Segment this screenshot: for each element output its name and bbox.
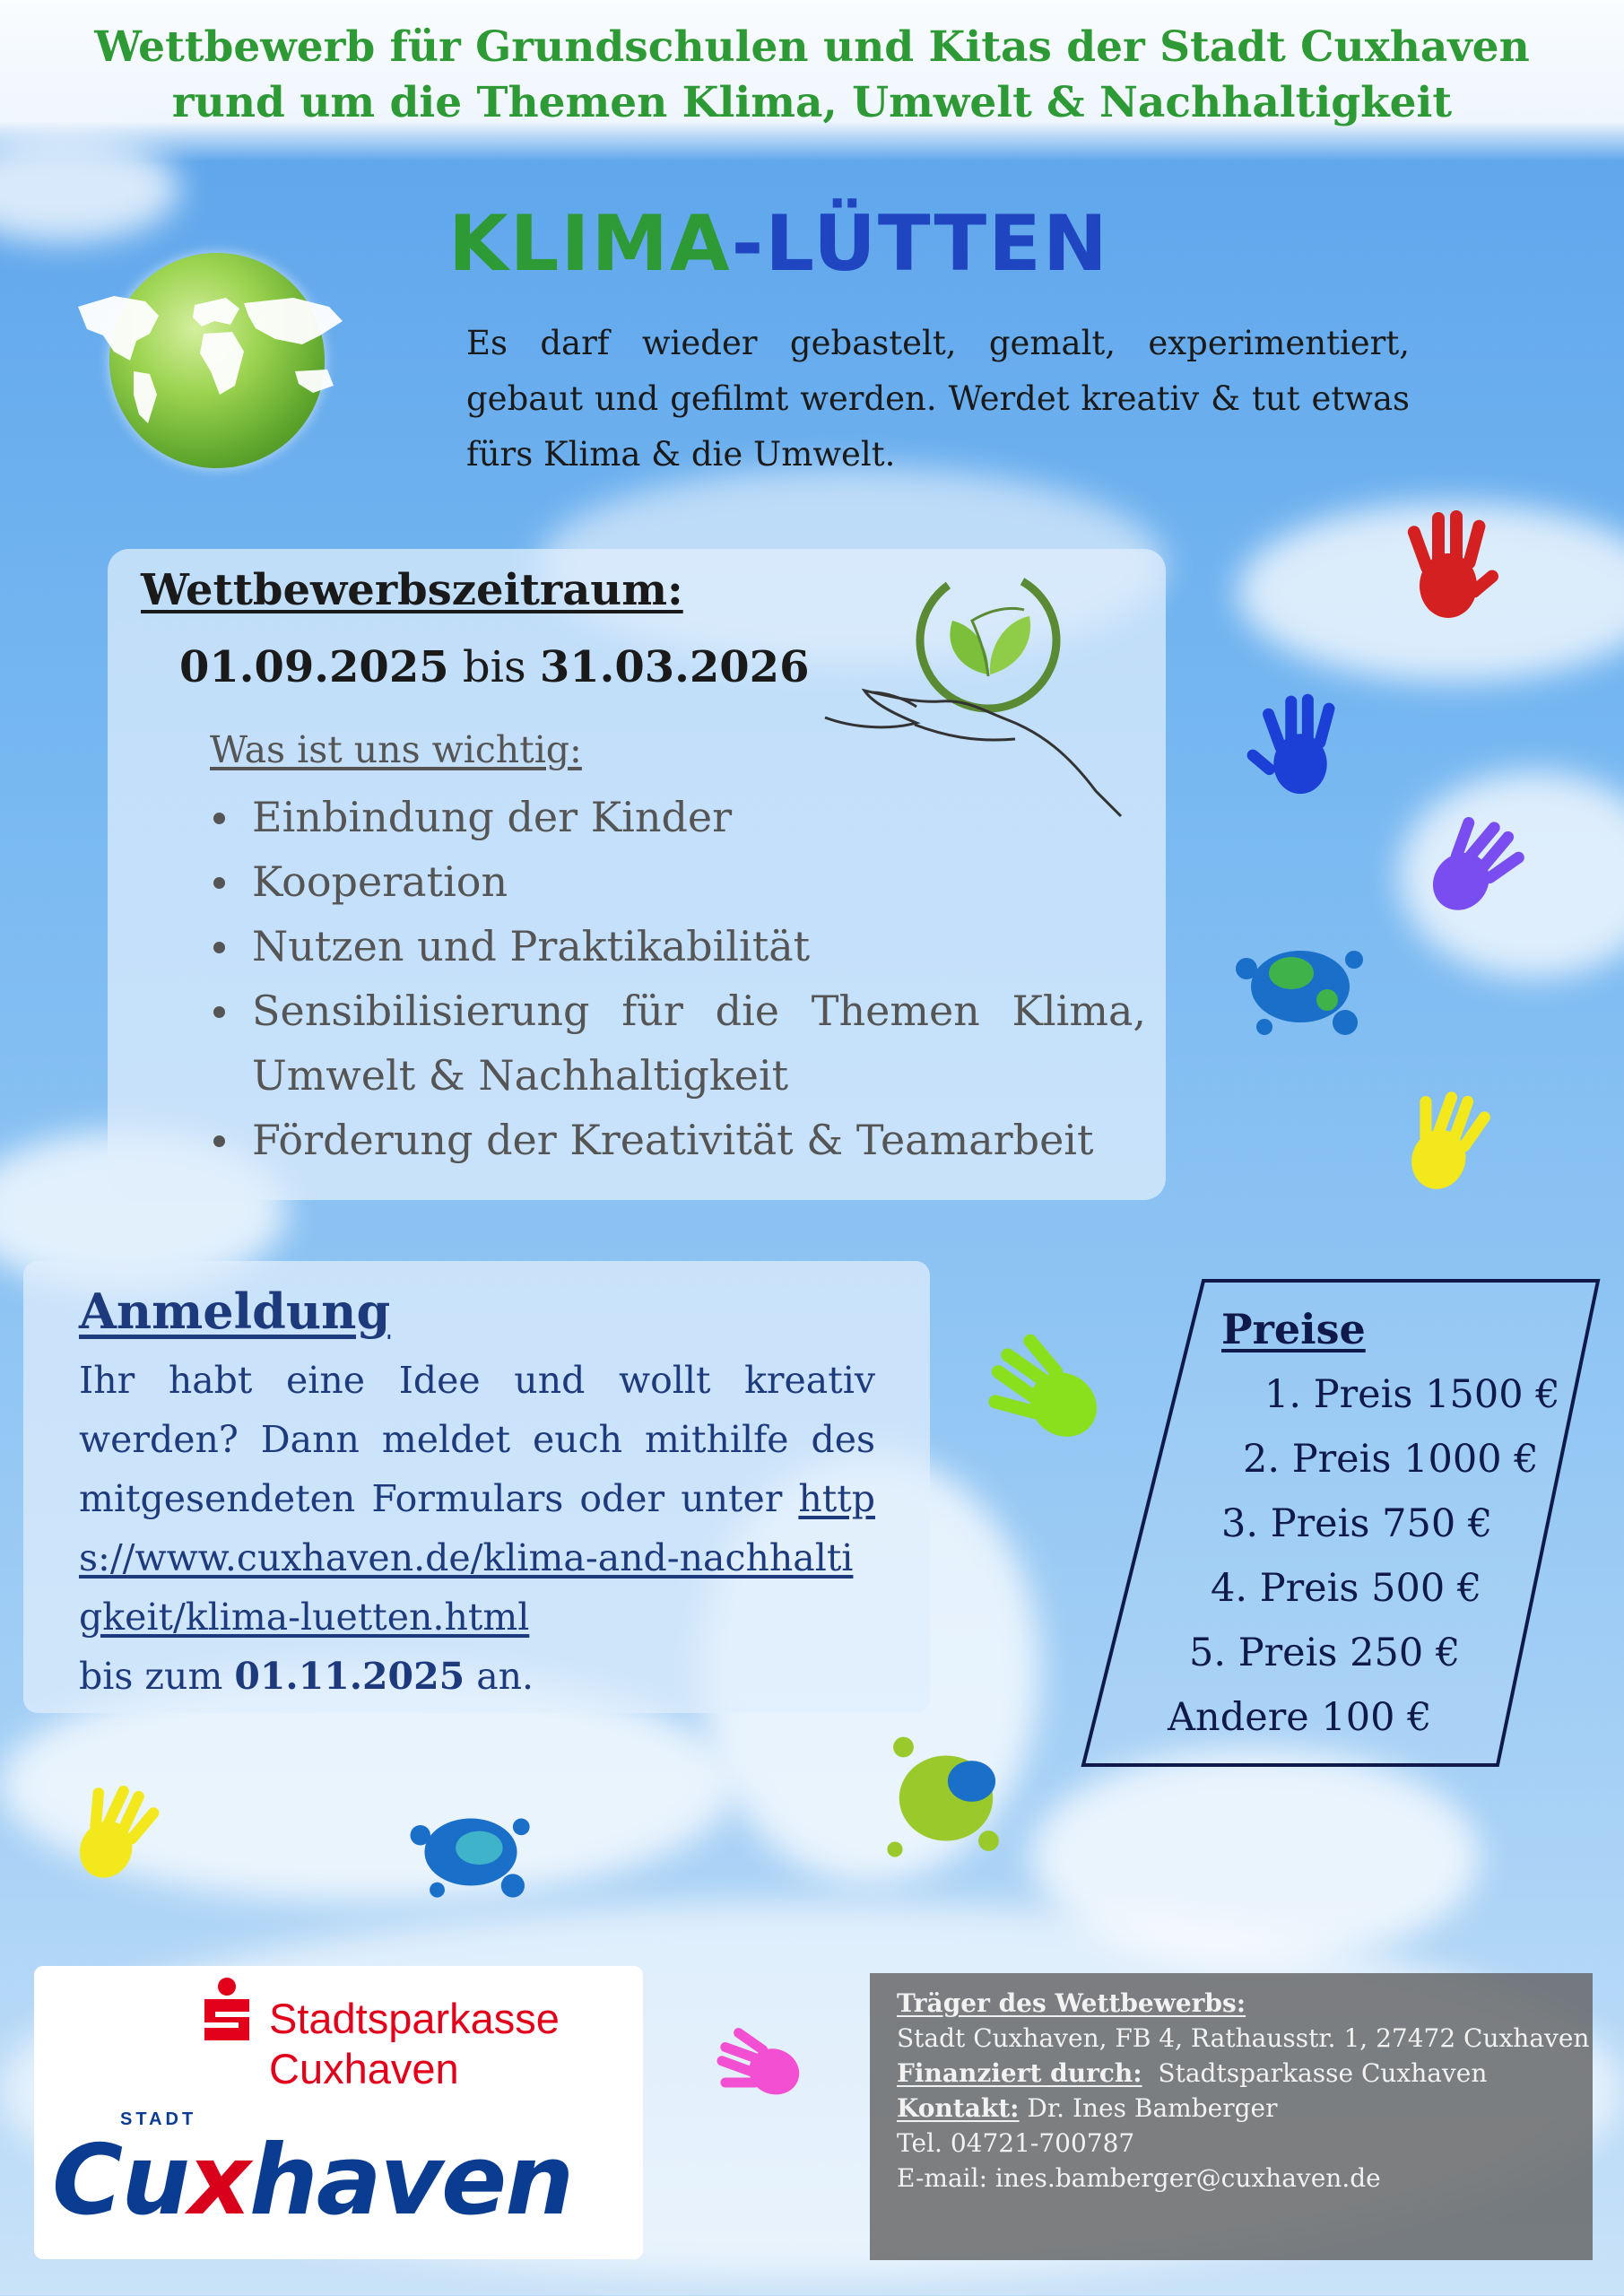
hand-plant-icon [782, 567, 1132, 827]
handprint-pink-icon [708, 2018, 816, 2117]
sparkasse-line-1: Stadtsparkasse [269, 1995, 560, 2042]
preis-item: 4. Preis 500 € [1211, 1566, 1482, 1611]
anmeldung-deadline [79, 1647, 875, 1706]
anmeldung-body [79, 1351, 875, 1706]
paint-splash-icon [386, 1785, 556, 1919]
paint-splash-icon [861, 1713, 1031, 1883]
handprint-yellow-icon [58, 1780, 166, 1892]
email: E-mail: ines.bamberger@cuxhaven.de [897, 2163, 1381, 2193]
title-part-1: KLIMA [448, 199, 732, 289]
anmeldung-text: Ihr habt eine Idee und wollt kreativ werden? Dann meldet euch mithilfe des mitgesendeten Formulars oder unter [79, 1359, 875, 1520]
finanziert-row [897, 2056, 1593, 2091]
globe-icon [109, 253, 325, 468]
header-line-1: Wettbewerb für Grundschulen und Kitas der Stadt Cuxhaven [94, 22, 1530, 72]
list-item: Kooperation [212, 849, 1146, 914]
deadline-prefix: bis zum [79, 1655, 223, 1698]
title-dash: - [731, 199, 766, 289]
deadline-suffix: an. [476, 1655, 534, 1698]
wichtig-list [212, 785, 1146, 1172]
zeitraum-heading: Wettbewerbszeitraum: [141, 565, 683, 615]
list-item: Nutzen und Praktikabilität [212, 914, 1146, 978]
cuxhaven-stadt-label: STADT [120, 2109, 197, 2129]
cux-part-1: Cu [52, 2125, 189, 2237]
start-date: 01.09.2025 [179, 642, 449, 692]
zeitraum-dates [179, 635, 809, 700]
preis-item: 5. Preis 250 € [1189, 1631, 1461, 1675]
handprint-yellow-icon [1390, 1087, 1498, 1204]
kontakt-row [897, 2091, 1593, 2126]
wichtig-heading: Was ist uns wichtig: [210, 728, 582, 771]
traeger-value: Stadt Cuxhaven, FB 4, Rathausstr. 1, 27472 Cuxhaven [897, 2023, 1590, 2053]
cux-part-2: haven [248, 2125, 573, 2237]
header-line-2: rund um die Themen Klima, Umwelt & Nachhaltigkeit [171, 78, 1453, 127]
end-date: 31.03.2026 [539, 642, 810, 692]
title-part-2: LÜTTEN [765, 199, 1109, 289]
list-item: Förderung der Kreativität & Teamarbeit [212, 1108, 1146, 1172]
page-title [448, 199, 1109, 289]
registration-link[interactable]: https://www.cuxhaven.de/klima-and-nachhaltigkeit/klima-luetten.html [79, 1477, 875, 1639]
intro-text: Es darf wieder gebastelt, gemalt, experimentiert, gebaut und gefilmt werden. Werdet kreativ & tut etwas fürs Klima & die Umwelt. [466, 324, 1410, 474]
list-item: Einbindung der Kinder [212, 785, 1146, 849]
deadline-date: 01.11.2025 [234, 1655, 465, 1698]
list-item: Sensibilisierung für die Themen Klima, Umwelt & Nachhaltigkeit [212, 978, 1146, 1108]
paint-splash-icon [1211, 915, 1390, 1058]
preis-item: 2. Preis 1000 € [1243, 1437, 1539, 1482]
finanziert-label: Finanziert durch: [897, 2058, 1142, 2088]
preise-heading: Preise [1221, 1305, 1366, 1353]
handprint-red-icon [1394, 507, 1502, 632]
preis-item: Andere 100 € [1168, 1695, 1432, 1740]
traeger-label: Träger des Wettbewerbs: [897, 1988, 1246, 2018]
sparkasse-line-2: Cuxhaven [269, 2045, 459, 2092]
handprint-blue-icon [1246, 691, 1354, 807]
sparkasse-name [269, 1994, 560, 2094]
info-box [870, 1973, 1593, 2260]
cuxhaven-logo [52, 2127, 572, 2235]
kontakt-value: Dr. Ines Bamberger [1027, 2093, 1278, 2123]
cux-x: x [188, 2125, 249, 2237]
handprint-purple-icon [1412, 812, 1529, 928]
date-connector: bis [462, 642, 526, 692]
preis-item: 3. Preis 750 € [1221, 1501, 1493, 1546]
preis-item: 1. Preis 1500 € [1264, 1372, 1560, 1417]
finanziert-value: Stadtsparkasse Cuxhaven [1158, 2058, 1488, 2088]
sparkasse-logo-icon [199, 1976, 255, 2046]
tel: Tel. 04721-700787 [897, 2128, 1135, 2158]
kontakt-label: Kontakt: [897, 2093, 1020, 2123]
header [0, 0, 1624, 161]
anmeldung-heading: Anmeldung [79, 1283, 391, 1340]
